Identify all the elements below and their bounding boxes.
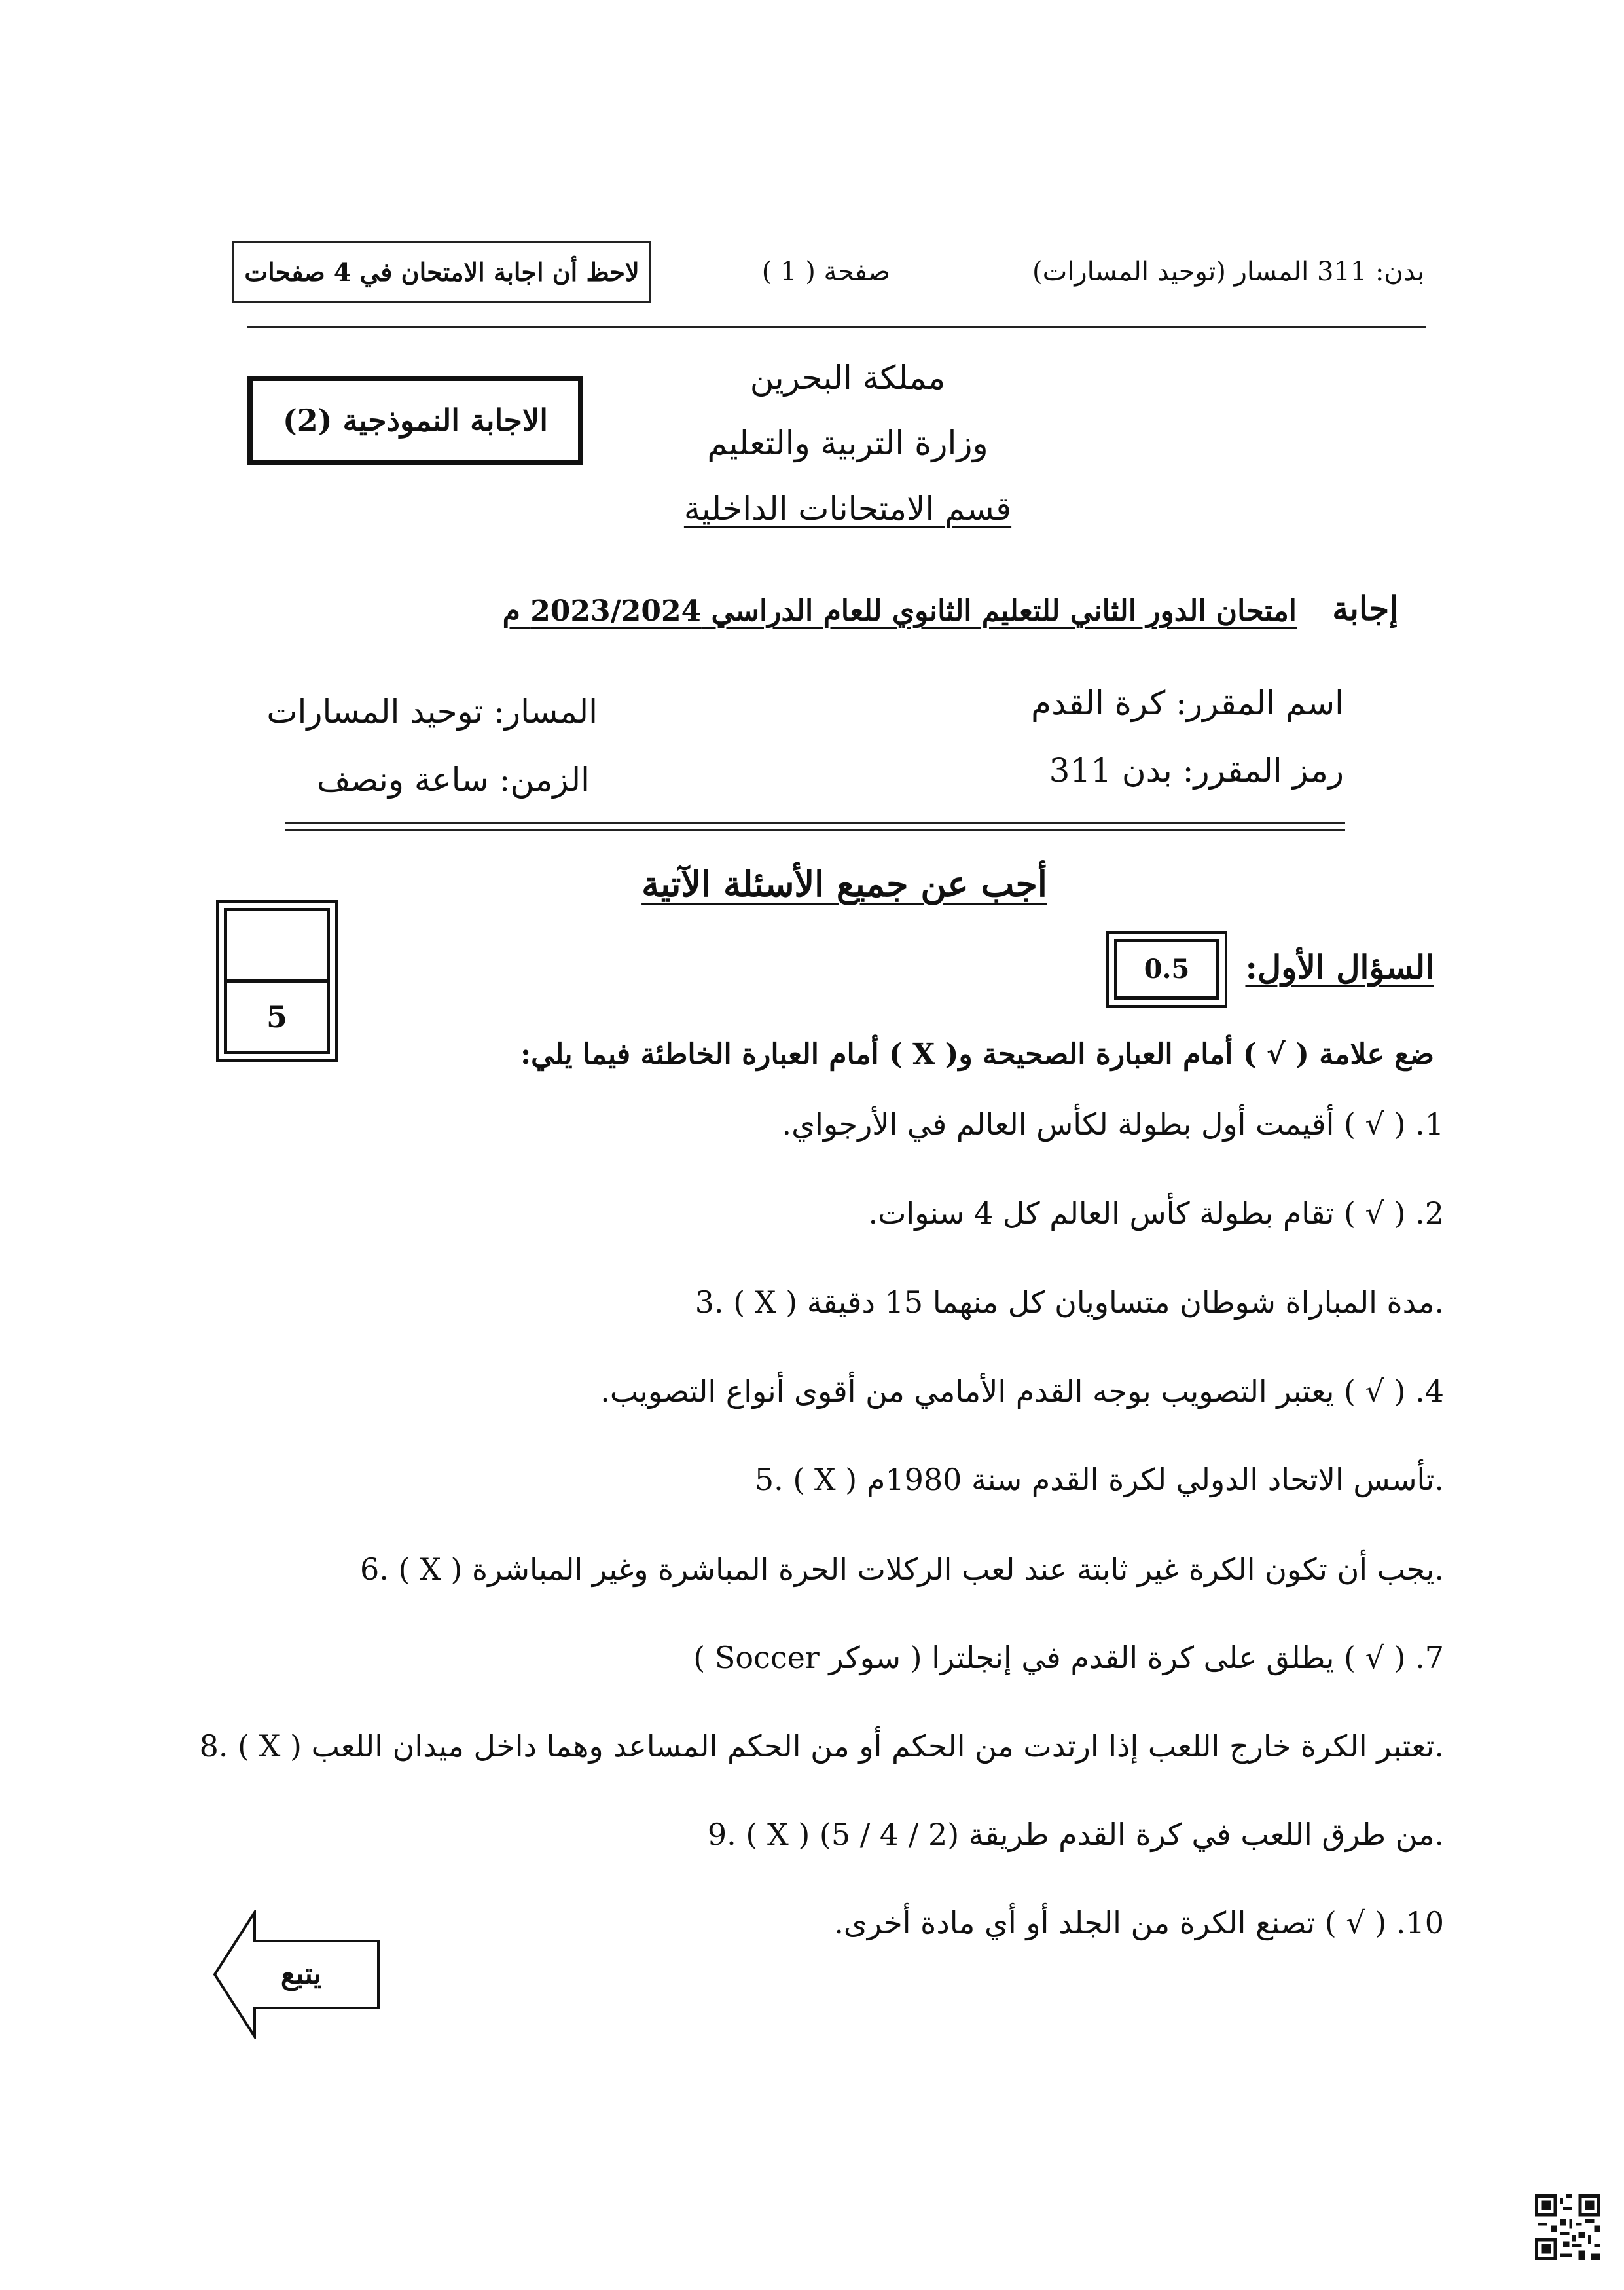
course-name: اسم المقرر: كرة القدم — [1031, 684, 1344, 722]
question-1-instruction: ضع علامة ( √ ) أمام العبارة الصحيحة و( X ) أمام العبارة الخاطئة فيما يلي: — [520, 1038, 1434, 1071]
list-item: 5. ( X ) تأسس الاتحاد الدولي لكرة القدم سنة 1980م. — [754, 1462, 1444, 1497]
model-answer-box: الاجابة النموذجية (2) — [247, 376, 583, 465]
score-box — [216, 900, 338, 1062]
score-box-total: 5 — [266, 999, 287, 1034]
exam-duration: الزمن: ساعة ونصف — [316, 761, 590, 799]
page-number: صفحة ( 1 ) — [761, 257, 890, 287]
continue-label: يتبع — [280, 1957, 322, 1991]
exam-title: امتحان الدور الثاني للتعليم الثانوي للعام الدراسي 2023/2024 م — [502, 594, 1297, 628]
list-item: 8. ( X ) تعتبر الكرة خارج اللعب إذا ارتدت من الحكم أو من الحكم المساعد وهما داخل ميدان اللعب. — [199, 1728, 1444, 1764]
list-item: 10. ( √ ) تصنع الكرة من الجلد أو أي مادة أخرى. — [834, 1905, 1444, 1940]
question-1-mark-box — [1106, 931, 1227, 1008]
kingdom-name: مملكة البحرين — [749, 359, 946, 397]
qr-code-icon — [1535, 2194, 1600, 2260]
ministry-name: وزارة التربية والتعليم — [707, 424, 988, 462]
track-name: المسار: توحيد المسارات — [266, 693, 598, 731]
list-item: 2. ( √ ) تقام بطولة كأس العالم كل 4 سنوات. — [868, 1195, 1444, 1231]
answer-prefix: إجابة — [1332, 589, 1398, 628]
department-name: قسم الامتحانات الداخلية — [683, 490, 1012, 528]
header-rule — [247, 326, 1426, 328]
question-1-mark: 0.5 — [1114, 939, 1219, 1000]
list-item: 1. ( √ ) أقيمت أول بطولة لكأس العالم في الأرجواي. — [782, 1106, 1444, 1142]
list-item: 9. ( X ) من طرق اللعب في كرة القدم طريقة (2 / 4 / 5). — [707, 1817, 1444, 1852]
course-code: رمز المقرر: بدن 311 — [1049, 752, 1344, 790]
score-box-top — [227, 911, 327, 983]
list-item: 3. ( X ) مدة المباراة شوطان متساويان كل منهما 15 دقيقة. — [695, 1284, 1444, 1320]
list-item: 6. ( X ) يجب أن تكون الكرة غير ثابتة عند لعب الركلات الحرة المباشرة وغير المباشرة. — [359, 1552, 1444, 1587]
answer-all-heading: أجب عن جميع الأسئلة الآتية — [641, 863, 1047, 905]
note-box: لاحظ أن اجابة الامتحان في 4 صفحات — [232, 241, 651, 303]
list-item: 7. ( √ ) يطلق على كرة القدم في إنجلترا ( سوكر Soccer ) — [693, 1640, 1444, 1675]
list-item: 4. ( √ ) يعتبر التصويب بوجه القدم الأمامي من أقوى أنواع التصويب. — [600, 1373, 1444, 1409]
question-1-title: السؤال الأول: — [1245, 948, 1434, 987]
course-track-header: بدن: 311 المسار (توحيد المسارات) — [1032, 257, 1424, 287]
double-rule — [285, 822, 1345, 831]
